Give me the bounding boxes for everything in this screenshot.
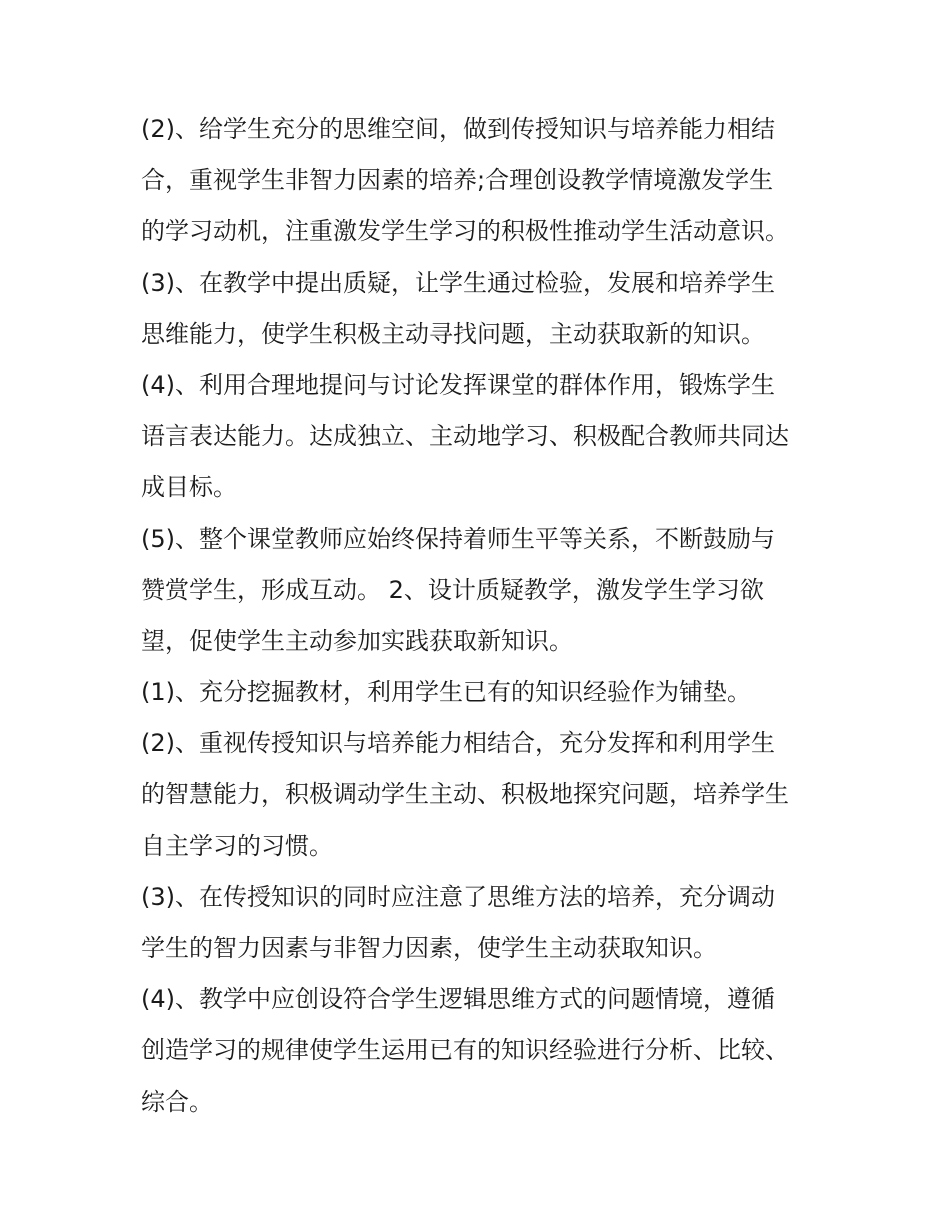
text-line: 语言表达能力。达成独立、主动地学习、积极配合教师共同达 bbox=[141, 422, 789, 451]
text-line: 合，重视学生非智力因素的培养;合理创设教学情境激发学生 bbox=[141, 166, 774, 195]
text-line: (3)、在教学中提出质疑，让学生通过检验，发展和培养学生 bbox=[141, 268, 775, 297]
text-line: 望，促使学生主动参加实践获取新知识。 bbox=[141, 626, 573, 655]
text-line: (5)、整个课堂教师应始终保持着师生平等关系，不断鼓励与 bbox=[141, 524, 775, 553]
text-line: 学生的智力因素与非智力因素，使学生主动获取知识。 bbox=[141, 934, 717, 962]
text-line: 的学习动机，注重激发学生学习的积极性推动学生活动意识。 bbox=[141, 217, 789, 246]
text-line: (3)、在传授知识的同时应注意了思维方法的培养，充分调动 bbox=[141, 882, 775, 911]
text-line: 赞赏学生，形成互动。 2、设计质疑教学，激发学生学习欲 bbox=[141, 575, 764, 604]
text-line: (2)、给学生充分的思维空间，做到传授知识与培养能力相结 bbox=[141, 115, 775, 143]
text-line: (2)、重视传授知识与培养能力相结合，充分发挥和利用学生 bbox=[141, 729, 775, 758]
text-line: 综合。 bbox=[141, 1087, 213, 1116]
text-line: 创造学习的规律使学生运用已有的知识经验进行分析、比较、 bbox=[141, 1036, 789, 1065]
text-line: 的智慧能力，积极调动学生主动、积极地探究问题，培养学生 bbox=[141, 780, 789, 809]
text-line: (4)、利用合理地提问与讨论发挥课堂的群体作用，锻炼学生 bbox=[141, 370, 775, 399]
document-page bbox=[141, 104, 821, 1128]
text-line: 自主学习的习惯。 bbox=[141, 831, 333, 860]
text-line: 思维能力，使学生积极主动寻找问题，主动获取新的知识。 bbox=[141, 319, 765, 348]
text-line: (1)、充分挖掘教材，利用学生已有的知识经验作为铺垫。 bbox=[141, 678, 751, 707]
text-line: (4)、教学中应创设符合学生逻辑思维方式的问题情境，遵循 bbox=[141, 985, 775, 1014]
text-line: 成目标。 bbox=[141, 473, 237, 502]
